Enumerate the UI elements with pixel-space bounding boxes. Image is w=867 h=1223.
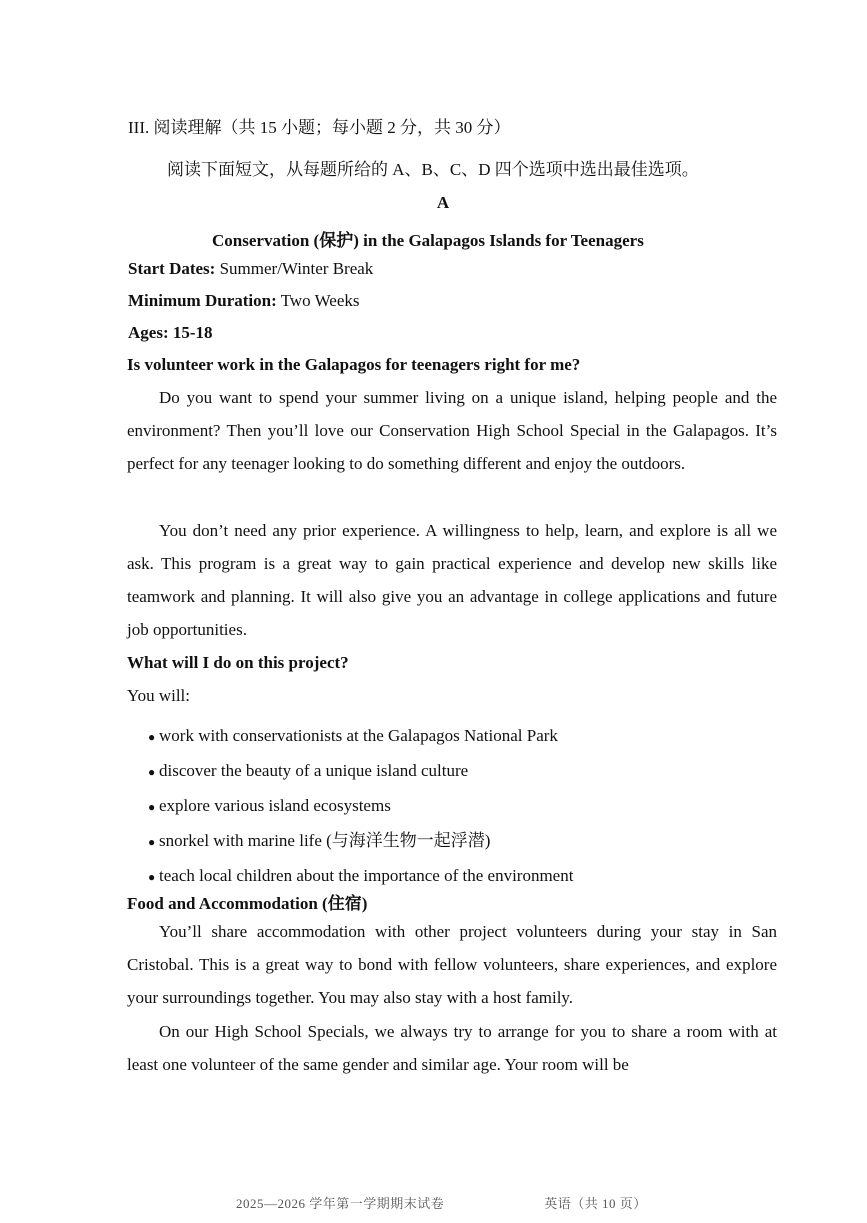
list-item: ● snorkel with marine life (与海洋生物一起浮潜) xyxy=(148,824,573,859)
list-item: ● discover the beauty of a unique island culture xyxy=(148,754,573,789)
start-dates-label: Start Dates: xyxy=(128,259,216,278)
passage-title: Conservation (保护) in the Galapagos Islands for Teenagers xyxy=(212,231,644,250)
ages-label: Ages: 15-18 xyxy=(128,323,213,342)
bullet-dot-icon: ● xyxy=(148,835,156,849)
ages-line xyxy=(128,323,213,343)
paragraph-accommodation: You’ll share accommodation with other project volunteers during your stay in San Cristobal. This is a great way to bond with fellow volunteers, share experiences, and explore your surroundings together. You may also stay with a host family. xyxy=(127,922,777,1007)
paragraph-room-arrangement: On our High School Specials, we always try to arrange for you to share a room with at least one volunteer of the same gender and similar age. Your room will be xyxy=(127,1022,777,1074)
footer-exam-title: 2025—2026 学年第一学期期末试卷 xyxy=(236,1196,445,1211)
list-item: ● work with conservationists at the Galapagos National Park xyxy=(148,719,573,754)
bullet-dot-icon: ● xyxy=(148,730,156,744)
footer-page-info: 英语（共 10 页） xyxy=(544,1196,647,1211)
activity-list xyxy=(148,719,573,894)
start-dates-value: Summer/Winter Break xyxy=(215,259,374,278)
section-heading: III. 阅读理解（共 15 小题；每小题 2 分，共 30 分） xyxy=(128,118,511,137)
bullet-dot-icon: ● xyxy=(148,800,156,814)
bullet-dot-icon: ● xyxy=(148,870,156,884)
duration-label: Minimum Duration: xyxy=(128,291,277,310)
duration-line xyxy=(128,291,360,311)
paragraph-intro: Do you want to spend your summer living on a unique island, helping people and the environment? Then you’ll love our Conservation High School Special in the Galapagos. It’s perfect for any teenager looking to do something different and enjoy the outdoors. xyxy=(127,388,777,473)
paragraph-experience: You don’t need any prior experience. A willingness to help, learn, and explore is all we ask. This program is a great way to gain practical experience and develop new skills like teamwork and planning. It will also give you an advantage in college applications and future job opportunities. xyxy=(127,521,777,639)
list-item: ● teach local children about the importance of the environment xyxy=(148,859,573,894)
question-heading-what-will-i-do: What will I do on this project? xyxy=(127,653,349,672)
section-instructions: 阅读下面短文，从每题所给的 A、B、C、D 四个选项中选出最佳选项。 xyxy=(167,160,699,179)
question-heading-right-for-me: Is volunteer work in the Galapagos for teenagers right for me? xyxy=(127,355,581,374)
list-item: ● explore various island ecosystems xyxy=(148,789,573,824)
passage-letter: A xyxy=(436,193,450,212)
you-will-label: You will: xyxy=(127,686,190,705)
food-accommodation-heading: Food and Accommodation (住宿) xyxy=(127,894,368,913)
bullet-dot-icon: ● xyxy=(148,765,156,779)
duration-value: Two Weeks xyxy=(276,291,360,310)
start-dates-line xyxy=(128,259,373,279)
page-footer xyxy=(236,1193,647,1212)
